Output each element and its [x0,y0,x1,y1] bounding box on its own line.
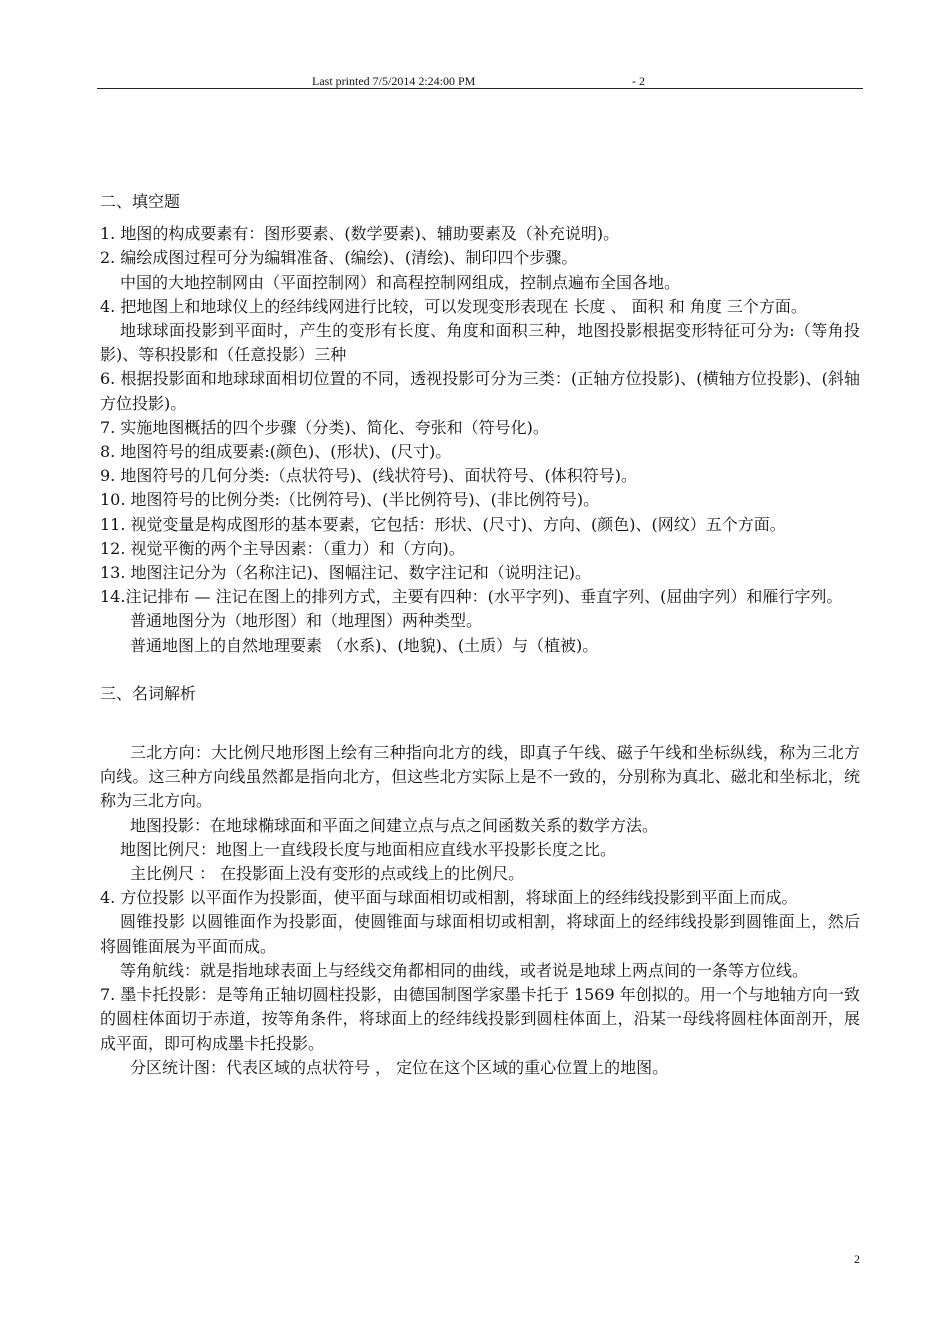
fill-item-2: 2. 编绘成图过程可分为编辑准备、(编绘)、(清绘)、制印四个步骤。 [100,248,578,268]
fill-item-1: 1. 地图的构成要素有：图形要素、(数学要素)、辅助要素及（补充说明)。 [100,224,620,244]
fill-item-12: 12. 视觉平衡的两个主导因素：（重力）和（方向)。 [100,538,465,558]
document-body [100,190,860,1080]
section-heading-terms: 三、名词解析 [100,683,197,703]
fill-item-6: 6. 根据投影面和地球球面相切位置的不同，透视投影可分为三类：(正轴方位投影)、(横轴方位投影)、(斜轴方位投影)。 [100,369,860,413]
section-heading-fill-in: 二、填空题 [100,192,181,211]
term-item-2: 地图投影：在地球椭球面和平面之间建立点与点之间函数关系的数学方法。 [130,815,659,835]
last-printed-text: Last printed 7/5/2014 2:24:00 PM [312,74,476,88]
fill-item-8: 8. 地图符号的组成要素:(颜色)、(形状)、(尺寸)。 [100,442,452,462]
page-header [97,74,863,92]
fill-item-13: 13. 地图注记分为（名称注记)、图幅注记、数字注记和（说明注记)。 [100,563,592,583]
fill-item-5: 地球球面投影到平面时，产生的变形有长度、角度和面积三种，地图投影根据变形特征可分为:（等角投影)、等积投影和（任意投影）三种 [100,321,860,365]
fill-item-3: 中国的大地控制网由（平面控制网）和高程控制网组成，控制点遍布全国各地。 [120,272,681,292]
fill-item-10: 10. 地图符号的比例分类:（比例符号)、(半比例符号)、(非比例符号)。 [100,490,600,510]
term-item-1: 三北方向：大比例尺地形图上绘有三种指向北方的线，即真子午线、磁子午线和坐标纵线，称为三北方向线。这三种方向线虽然都是指向北方，但这些北方实际上是不一致的，分别称为真北、磁北和坐标北，统称为三北方向。 [100,743,860,811]
term-item-6: 圆锥投影 以圆锥面作为投影面，使圆锥面与球面相切或相割，将球面上的经纬线投影到圆锥面上，然后将圆锥面展为平面而成。 [100,912,860,956]
fill-item-15: 普通地图分为（地形图）和（地理图）两种类型。 [130,611,483,631]
header-divider [97,88,863,89]
fill-item-7: 7. 实施地图概括的四个步骤（分类)、简化、夸张和（符号化)。 [100,417,549,437]
fill-item-4: 4. 把地图上和地球仪上的经纬线网进行比较，可以发现变形表现在 长度 、 面积 和 角度 三个方面。 [100,296,807,316]
header-page-marker: - 2 [632,74,645,88]
term-item-5: 4. 方位投影 以平面作为投影面，使平面与球面相切或相割，将球面上的经纬线投影到平面上而成。 [100,888,798,908]
page-number: 2 [854,1252,860,1266]
term-item-3: 地图比例尺：地图上一直线段长度与地面相应直线水平投影长度之比。 [120,839,617,859]
term-item-7: 等角航线：就是指地球表面上与经线交角都相同的曲线，或者说是地球上两点间的一条等方位线。 [120,960,809,980]
fill-item-9: 9. 地图符号的几何分类:（点状符号)、(线状符号)、面状符号、(体积符号)。 [100,466,637,486]
fill-item-16: 普通地图上的自然地理要素 （水系)、(地貌)、(土质）与（植被)。 [130,635,599,655]
fill-item-11: 11. 视觉变量是构成图形的基本要素，它包括：形状、(尺寸)、方向、(颜色)、(网纹）五个方面。 [100,514,786,534]
term-item-9: 分区统计图：代表区域的点状符号 ， 定位在这个区域的重心位置上的地图。 [130,1057,669,1077]
term-item-8: 7. 墨卡托投影：是等角正轴切圆柱投影，由德国制图学家墨卡托于 1569 年创拟的。用一个与地轴方向一致的圆柱体面切于赤道，按等角条件，将球面上的经纬线投影到圆柱体面上，沿某一母线将圆柱体面剖开，展成平面，即可构成墨卡托投影。 [100,985,860,1053]
fill-item-14: 14.注记排布 — 注记在图上的排列方式，主要有四种：(水平字列)、垂直字列、(屈曲字列）和雁行字列。 [100,587,843,607]
term-item-4: 主比例尺 ： 在投影面上没有变形的点或线上的比例尺。 [130,864,525,884]
